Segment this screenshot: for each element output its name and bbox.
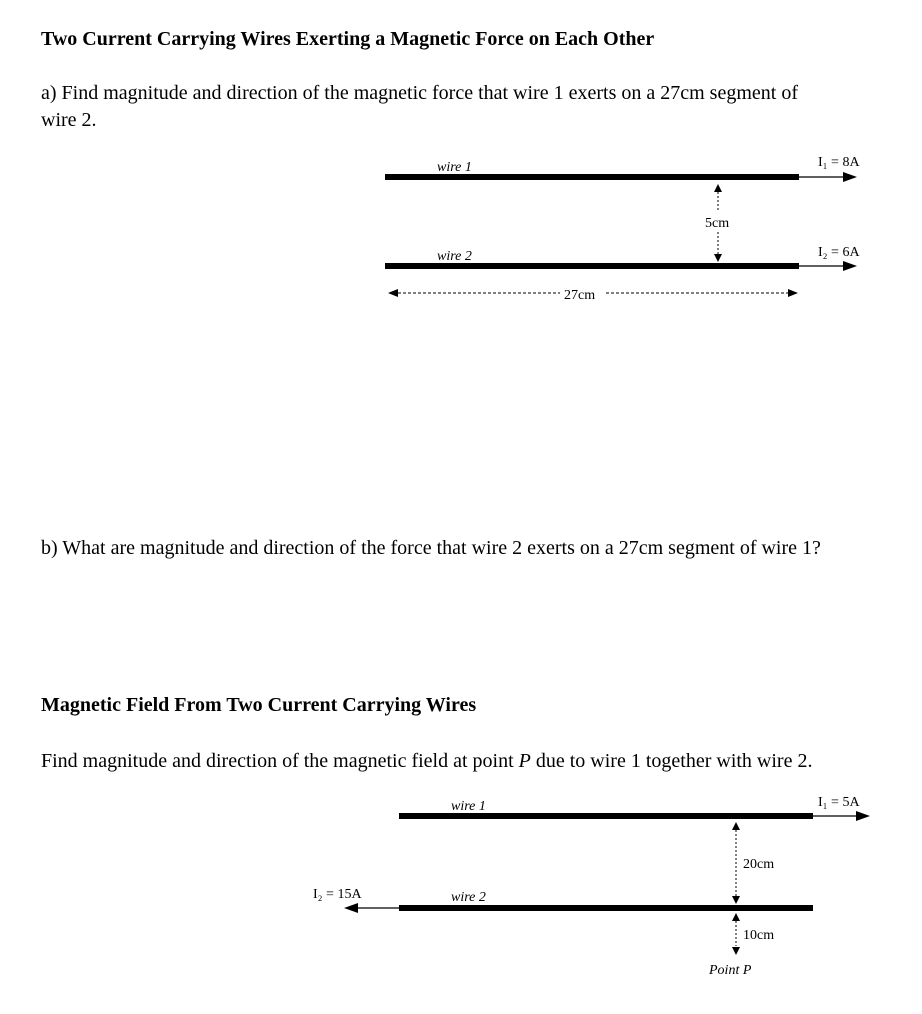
wire1-label: wire 1 — [437, 160, 472, 175]
distance-point-label: 10cm — [743, 928, 775, 943]
segment-label: 27cm — [564, 288, 596, 303]
section1-title: Two Current Carrying Wires Exerting a Magnetic Force on Each Other — [41, 28, 655, 50]
question-var: P — [518, 750, 531, 772]
distance-wires-label: 20cm — [743, 857, 775, 872]
current-arrow-2 — [344, 903, 399, 913]
section2-title: Magnetic Field From Two Current Carrying Wires — [41, 694, 477, 716]
distance-point-dimension — [732, 913, 740, 955]
separation-label: 5cm — [705, 216, 730, 231]
wire2-label: wire 2 — [451, 890, 486, 905]
current1-label: I₁ = 5A — [818, 795, 860, 810]
question-post: due to wire 1 together with wire 2. — [530, 750, 813, 772]
part-a-line2: wire 2. — [41, 109, 97, 131]
distance-wires-dimension — [732, 822, 740, 904]
current-arrow-1 — [813, 811, 870, 821]
current2-label: I₂ = 15A — [313, 887, 362, 902]
part-a-line1: a) Find magnitude and direction of the magnetic force that wire 1 exerts on a 27cm segment of — [41, 82, 798, 104]
current1-label: I₁ = 8A — [818, 155, 860, 170]
question-pre: Find magnitude and direction of the magnetic field at point — [41, 750, 519, 772]
wire2-label: wire 2 — [437, 249, 472, 264]
wire-2 — [399, 905, 813, 911]
part-b: b) What are magnitude and direction of the force that wire 2 exerts on a 27cm segment of wire 1? — [41, 537, 821, 559]
wire1-label: wire 1 — [451, 799, 486, 814]
current2-label: I₂ = 6A — [818, 245, 860, 260]
point-p-label: Point P — [709, 963, 752, 978]
